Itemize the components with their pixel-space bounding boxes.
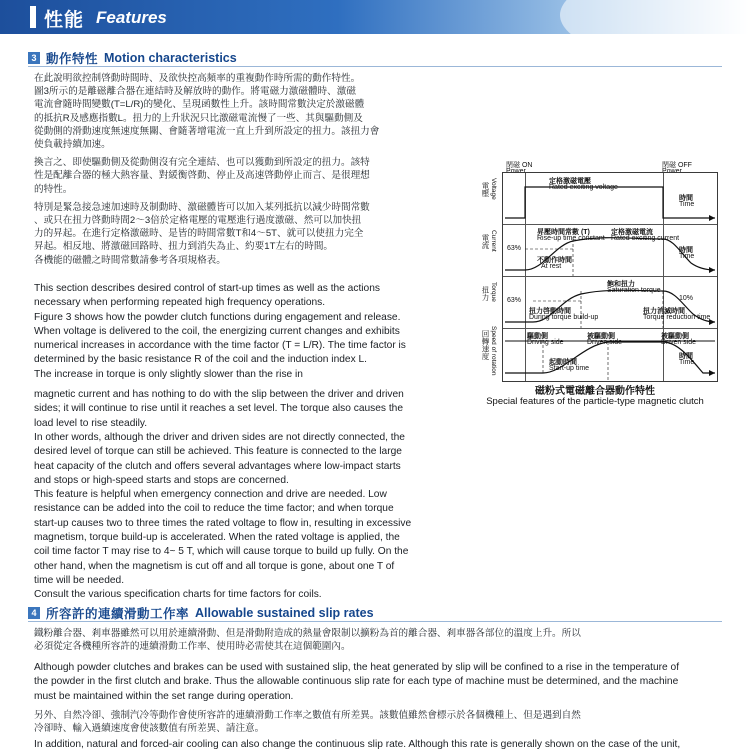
en-line: must be maintained within the set range during operation.: [34, 690, 294, 702]
fig-label-startup-en: Start-up time: [549, 365, 590, 372]
fig-label-rated-voltage-en: Rated exciting voltage: [549, 184, 618, 191]
fig-axis-voltage-cn: 電壓: [481, 182, 490, 197]
section-title-en-motion: Motion characteristics: [104, 51, 237, 65]
cn-line: 特別是緊急接急速加速時及制動時、激磁體皆可以加入某列抵抗以減少時間常數: [34, 201, 370, 213]
section-divider-2: [28, 621, 722, 622]
en-line: Figure 3 shows how the powder clutch functions during engagement and release.: [34, 311, 401, 323]
en-line: In addition, natural and forced-air cooling can also change the continuous slip rate. Although this rate is generally shown on the case of the unit,: [34, 739, 681, 750]
figure-caption-cn: 磁粉式電磁離合器動作特性: [535, 386, 655, 397]
cn-line: 各機能的磁體之時間常數請參考各項規格表。: [34, 254, 226, 266]
fig-label-saturation-en: Saturation torque: [607, 287, 661, 294]
cn-line: 圖3所示的是離磁離合器在連結時及解放時的動作。將電磁力激磁體時、激磁: [34, 86, 356, 98]
fig-label-time-en-2: Time: [679, 253, 695, 260]
banner-title-en: Features: [96, 8, 167, 27]
section-heading-slip: [28, 604, 374, 622]
cn-line: 從動側的滑動速度無速度無關、會隨著增電流一直上升到所設定的扭力。該扭力會: [34, 125, 380, 137]
fig-label-driven2-en: Driven side: [661, 339, 697, 346]
en-line: Although powder clutches and brakes can be used with sustained slip, the heat generated by slip will be confined to a rise in the temperature of: [34, 662, 680, 673]
en-line: resistance can be added into the coil to reduce the time factor; and when torque: [34, 503, 394, 515]
en-line: This section describes desired control of start-up times as well as the actions: [34, 283, 380, 294]
fig-label-time-cn-2: 時間: [679, 247, 693, 254]
section-divider-1: [28, 66, 722, 67]
en-line: magnetic current and has nothing to do with the slip between the driver and driven: [34, 389, 404, 401]
fig-label-driven-cn: 被驅動側: [587, 333, 615, 340]
en-line: other hand, when the magnetism is cut off and all torque is gone, about one T of: [34, 560, 395, 572]
fig-label-torque-buildup-en: During torque build-up: [529, 314, 599, 321]
fig-label-atrest-en: At rest: [541, 263, 562, 270]
en-line: This feature is helpful when emergency connection and drive are needed. Low: [34, 489, 387, 501]
fig-label-torque-reduction-cn: 扭力消滅時間: [643, 308, 685, 315]
en-line: In other words, although the driver and driven sides are not directly connected, the: [34, 431, 405, 443]
page-header-banner: [0, 0, 750, 34]
fig-power-off-cn: 閉磁 OFF: [662, 162, 692, 169]
en-line: When voltage is delivered to the coil, the energizing current changes and exhibits: [34, 325, 400, 337]
banner-title-cn: 性能: [44, 10, 85, 31]
slip-cn-body-2: [34, 709, 724, 735]
cn-line: 的抵抗R及感應指數L。扭力的上升狀況只比激磁電流慢了一些、其與驅動側及: [34, 112, 363, 124]
en-line: magnetism, torque build-up is accelerated. When the rated voltage is applied, the: [34, 532, 400, 544]
fig-label-rated-current-en: Rated exciting current: [611, 235, 680, 242]
en-line: time will be needed.: [34, 574, 125, 586]
fig-axis-current-en: Current: [490, 230, 497, 252]
fig-label-driven-en: Driven side: [587, 339, 623, 346]
figure-caption-en: Special features of the particle-type magnetic clutch: [486, 396, 704, 407]
en-line: coil time factor T may rise to 4~ 5 T, which will cause torque to build up fully. On the: [34, 546, 409, 558]
en-line: and stops or high-speed starts and stops are concerned.: [34, 474, 289, 486]
fig-axis-torque-cn: 扭力: [481, 286, 490, 301]
fig-axis-speed-en: Speed of rotation: [490, 326, 497, 376]
section-title-en-slip: Allowable sustained slip rates: [195, 606, 374, 620]
en-line: numerical increases in accordance with the time factor (T = L/R). The time factor is: [34, 340, 406, 352]
en-line: The increase in torque is only slightly slower than the rise in: [34, 368, 303, 380]
slip-en-body: [34, 661, 728, 704]
banner-decoration: [560, 0, 750, 34]
cn-line: 冷卻時、輸入過續速度會使該數值有所差異、請注意。: [34, 723, 265, 735]
cn-line: 昇起。相反地、將激磁回路時、扭力到消失為止、約要1T左右的時間。: [34, 241, 334, 253]
fig-label-riseup-en: Rise-up time constant: [537, 235, 605, 242]
en-line: necessary when performing repeated high frequency operations.: [34, 297, 326, 309]
fig-label-time-cn-1: 時間: [679, 195, 693, 202]
section-number-4: 4: [28, 607, 40, 619]
en-line: desired level of torque can still be achieved. This feature is connected to the large: [34, 446, 402, 458]
fig-marker-63-current: 63%: [507, 245, 522, 252]
fig-label-rated-voltage-cn: 定格激磁電壓: [549, 178, 591, 185]
fig-label-startup-cn: 起動時間: [549, 359, 577, 366]
fig-label-driving-cn: 驅動側: [527, 333, 548, 340]
en-line: heat capacity of the clutch and offers several advantages where low-impact starts: [34, 460, 401, 472]
fig-label-driving-en: Driving side: [527, 339, 564, 346]
fig-frame: [502, 172, 718, 382]
cn-line: 、或只在扭力啓動時間2～3倍於定格電壓的電壓進行過度激磁、然可以加快扭: [34, 215, 362, 227]
fig-label-rated-current-cn: 定格激磁電流: [611, 229, 653, 236]
fig-axis-voltage-en: Voltage: [490, 178, 497, 200]
en-line: load level to rise steadily.: [34, 417, 148, 429]
cn-line: 鐵粉離合器、剎車器雖然可以用於連續滑動、但是滑動附造成的熱量會限制以擴粉為首的離合器、剎車器各部位的溫度上升。所以: [34, 628, 581, 639]
fig-power-on-cn: 閉磁 ON: [506, 162, 533, 169]
fig-label-saturation-cn: 飽和扭力: [607, 281, 635, 288]
en-line: Consult the various specification charts for time factors for coils.: [34, 589, 322, 601]
cn-line: 電流會隨時間變數(T=L/R)的變化、呈現函數性上升。該時間常數決定於激磁體: [34, 99, 365, 111]
fig-label-riseup-cn: 昇壓時間常數 (T): [537, 229, 590, 236]
slip-cn-body: [34, 627, 724, 653]
cn-line: 性是配離合器的極大熱容量、對緩衡啓動、停止及高速啓動停止而言、是很理想: [34, 170, 370, 182]
section-title-cn-slip: 所容許的連續滑動工作率: [46, 607, 190, 621]
fig-axis-torque-en: Torque: [490, 282, 497, 302]
fig-axis-current-cn: 電流: [481, 234, 490, 249]
cn-line: 力的昇起。在進行定格激磁時、是皆的時間常數T和4～5T、就可以使扭力完全: [34, 228, 364, 240]
fig-label-driven2-cn: 被驅動側: [661, 333, 689, 340]
fig-axis-speed-cn: 回轉速度: [481, 330, 490, 360]
cn-line: 在此說明欲控制啓動時間時、及欲快控高頻率的重複動作時所需的動作特性。: [34, 73, 361, 84]
fig-label-atrest-cn: 不動作時間: [537, 257, 572, 264]
motion-en-body: [34, 282, 454, 603]
fig-label-torque-buildup-cn: 扭力啓動時間: [529, 308, 571, 315]
cn-line: 的特性。: [34, 183, 73, 195]
cn-line: 必須從定各機種所容許的連續滑動工作率、使用時必需使其在這個範圍內。: [34, 641, 351, 653]
cn-line: 使負載持續加速。: [34, 139, 111, 151]
fig-marker-10: 10%: [679, 295, 694, 302]
banner-accent-bar: [30, 6, 36, 28]
en-line: start-up causes two to three times the rated voltage to flow in, resulting in excessive: [34, 517, 412, 529]
fig-label-time-en-4: Time: [679, 359, 695, 366]
cn-line: 另外、自然冷卻、強制汽冷等動作會使所容許的連續滑動工作率之數值有所差異。該數值雖然會標示於各個機種上、但是遇到自然: [34, 710, 581, 721]
section-title-cn-motion: 動作特性: [46, 52, 99, 66]
motion-characteristics-figure: [466, 160, 724, 412]
motion-cn-body: [34, 72, 434, 267]
fig-marker-63-torque: 63%: [507, 297, 522, 304]
section-heading-motion: [28, 49, 237, 67]
en-line: sides; it will continue to rise until it reaches a set level. The torque also causes the: [34, 403, 404, 415]
fig-label-time-en-1: Time: [679, 201, 695, 208]
en-line: determined by the basic resistance R of the coil and the induction index L.: [34, 354, 367, 366]
fig-label-time-cn-4: 時間: [679, 353, 693, 360]
fig-label-torque-reduction-en: Torque reduction time: [643, 314, 711, 321]
cn-line: 換言之、即使驅動側及從動側沒有完全連結、也可以獲動到所設定的扭力。該特: [34, 157, 370, 169]
section-number-3: 3: [28, 52, 40, 64]
en-line: the powder in the first clutch and brake. Thus the allowable continuous slip rate for each type of machine must be determined, and the machine: [34, 676, 679, 688]
